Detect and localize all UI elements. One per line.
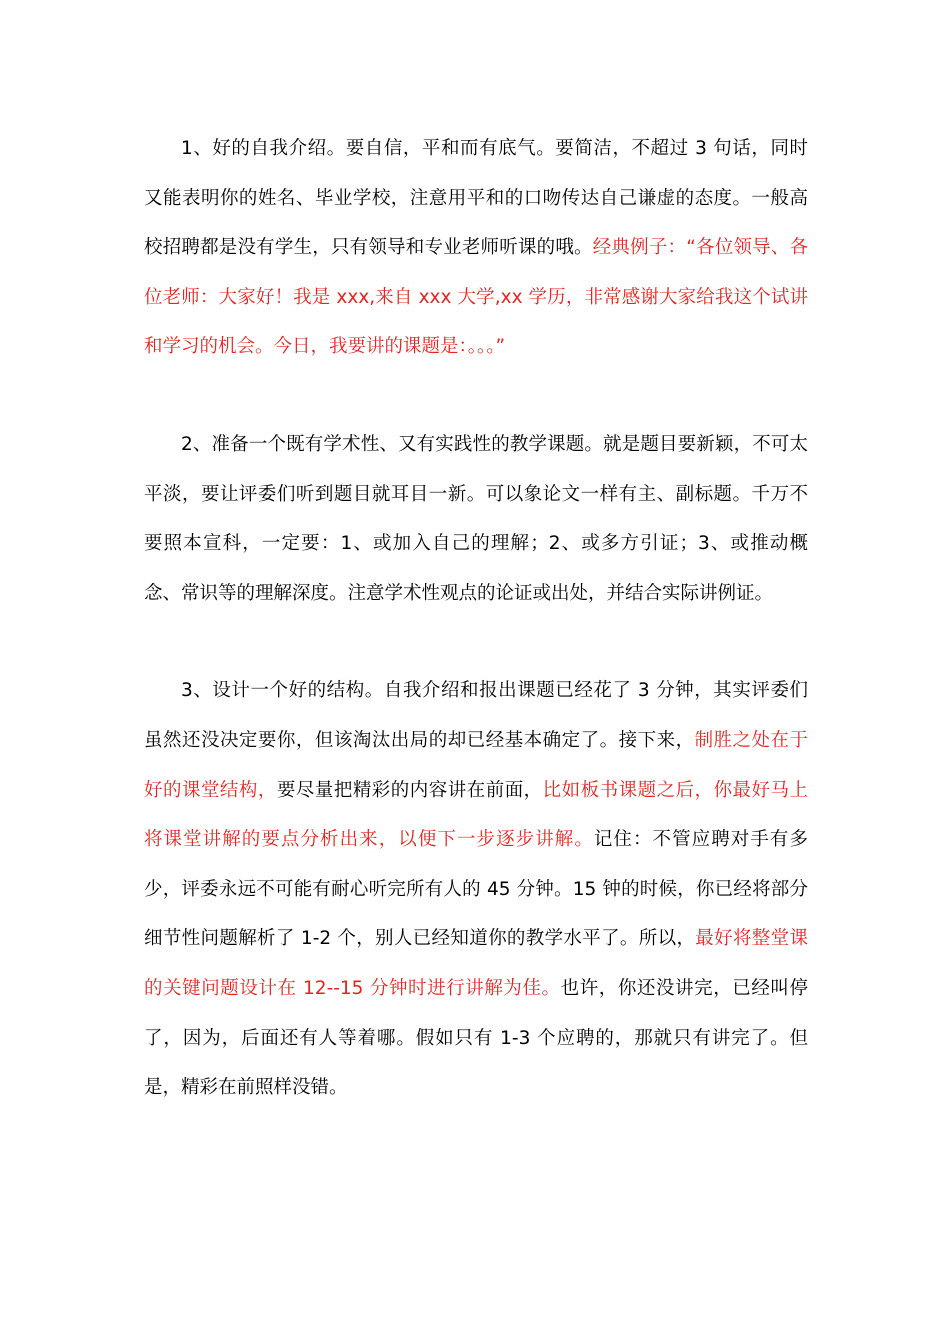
paragraph-3-highlight-a: 制胜之处在于好的课堂结构，	[144, 729, 808, 801]
document-body	[144, 124, 808, 1113]
paragraph-1-text: 1、好的自我介绍。要自信，平和而有底气。要简洁，不超过 3 句话，同时又能表明你的姓名、毕业学校，注意用平和的口吻传达自己谦虚的态度。一般高校招聘都是没有学生，只有领导和专业老师听课的哦。	[144, 138, 808, 259]
paragraph-3-highlight-b: 比如板书课题之后，你最好马上将课堂讲解的要点分析出来，以便下一步逐步讲解。	[144, 779, 808, 851]
paragraph-1	[144, 124, 808, 372]
paragraph-1-example-highlight: 经典例子：“各位领导、各位老师：大家好！我是 xxx,来自 xxx 大学,xx 学历，非常感谢大家给我这个试讲和学习的机会。今日，我要讲的课题是：。。。”	[144, 237, 808, 358]
paragraph-3-text-c: 记住：不管应聘对手有多少，评委永远不可能有耐心听完所有人的 45 分钟。15 钟的时候，你已经将部分细节性问题解析了 1-2 个，别人已经知道你的教学水平了。所以，	[144, 829, 808, 950]
paragraph-3-text-a: 3、设计一个好的结构。自我介绍和报出课题已经花了 3 分钟，其实评委们虽然还没决定要你，但该淘汰出局的却已经基本确定了。接下来，	[144, 680, 808, 751]
paragraph-3-text-d: 也许，你还没讲完，已经叫停了，因为，后面还有人等着哪。假如只有 1-3 个应聘的，那就只有讲完了。但是，精彩在前照样没错。	[144, 977, 808, 1099]
paragraph-2	[144, 420, 808, 618]
paragraph-3-highlight-c: 最好将整堂课的关键问题设计在 12--15 分钟时进行讲解为佳。	[144, 928, 808, 999]
paragraph-3	[144, 666, 808, 1112]
paragraph-2-text: 2、准备一个既有学术性、又有实践性的教学课题。就是题目要新颖，不可太平淡，要让评委们听到题目就耳目一新。可以象论文一样有主、副标题。千万不要照本宣科，一定要：1、或加入自己的理解；2、或多方引证；3、或推动概念、常识等的理解深度。注意学术性观点的论证或出处，并结合实际讲例证。	[144, 433, 808, 604]
paragraph-3-text-b: 要尽量把精彩的内容讲在前面，	[276, 779, 543, 801]
